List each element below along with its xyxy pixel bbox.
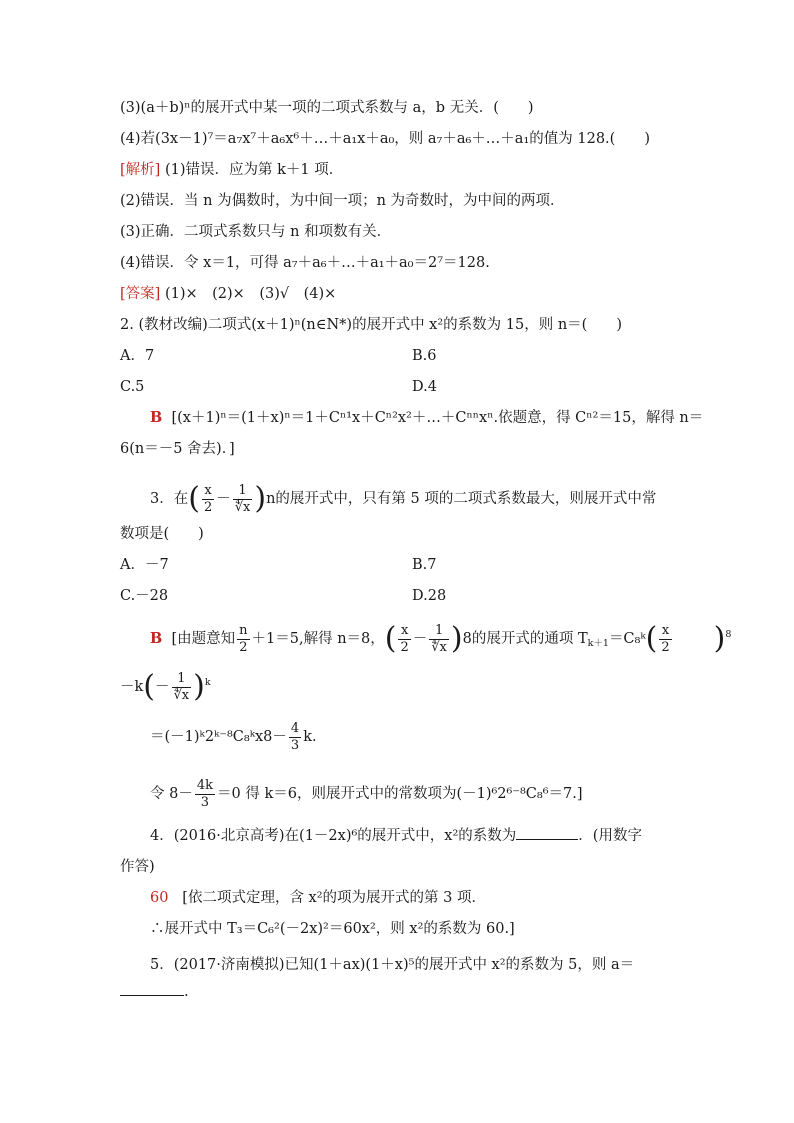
q2-option-d: D.4 — [412, 379, 437, 395]
q3-stem-line-2: 数项是( ) — [120, 526, 204, 542]
q3-sol-frac-num: n — [239, 622, 248, 638]
q3-sol-post: 8的展开式的通项 T — [462, 631, 588, 647]
q2-option-c: C.5 — [120, 379, 145, 395]
q3-sol4-prefix: 令 8－ — [150, 786, 193, 802]
q3-sol3-frac-4: 4 — [290, 720, 300, 736]
q3-statement: (3)(a＋b)ⁿ的展开式中某一项的二项式系数与 a，b 无关．( ) — [120, 100, 534, 116]
q3-sol-fraction-x-over-2 — [398, 623, 410, 656]
q3-sol-frac-x: x — [398, 623, 410, 640]
q3-sol-frac-2-b: 2 — [661, 639, 670, 655]
q4-stem-text: 4．(2016·北京高考)在(1－2x)⁶的展开式中，x²的系数为 — [150, 828, 517, 844]
q3-answer: B — [150, 630, 163, 647]
q3-sol3-fraction-4-over-3 — [289, 721, 301, 754]
left-paren: ( — [384, 621, 397, 656]
q5-stem-line-2 — [120, 982, 189, 1002]
q3-frac-den: 2 — [203, 499, 213, 515]
q3-sol4-frac-4k: 4k — [196, 777, 213, 793]
q4-answer-blank — [516, 839, 578, 840]
q2-stem: 2. (教材改编)二项式(x＋1)ⁿ(n∈N*)的展开式中 x²的系数为 15，则 n＝( ) — [120, 317, 622, 333]
q2-solution-text: [(x＋1)ⁿ＝(1＋x)ⁿ＝1＋Cⁿ¹x＋Cⁿ²x²＋…＋Cⁿⁿxⁿ.依题意，得 Cⁿ²＝15，解得 n＝ — [171, 410, 704, 426]
jiexi-text-1: (1)错误．应为第 k＋1 项． — [164, 162, 344, 178]
q3-option-c: C.－28 — [120, 588, 169, 604]
q3-solution-line-1 — [150, 620, 731, 658]
q3-sol2-frac-root: ∜x — [173, 687, 190, 703]
q5-stem-post: . — [184, 984, 189, 1000]
q4-stem-line-1 — [150, 826, 642, 846]
q2-option-b: B.6 — [412, 348, 437, 364]
q3-stem-prefix: 3．在 — [150, 491, 189, 507]
q2-solution-line-2: 6(n＝－5 舍去)．] — [120, 441, 235, 457]
answer-line — [120, 284, 336, 304]
q4-solution-line-2: ∴展开式中 T₃＝C₆²(－2x)²＝60x²，则 x²的系数为 60.] — [150, 921, 515, 937]
q4-statement: (4)若(3x－1)⁷＝a₇x⁷＋a₆x⁶＋…＋a₁x＋a₀，则 a₇＋a₆＋…＋a₁的值为 128.( ) — [120, 131, 650, 147]
q3-sol2-frac-1: 1 — [172, 671, 192, 688]
jiexi-line-2: (2)错误．当 n 为偶数时，为中间一项；n 为奇数时，为中间的两项． — [120, 193, 565, 209]
q3-option-b: B.7 — [412, 557, 437, 573]
q5-stem-line-1: 5．(2017·济南模拟)已知(1＋ax)(1＋x)⁵的展开式中 x²的系数为 5，则 a＝ — [150, 957, 635, 973]
answer-label: [答案] — [120, 286, 161, 302]
q3-solution-line-3 — [150, 718, 317, 756]
q3-frac-num: x — [202, 483, 214, 500]
q3-sol-fraction-1-over-root — [429, 623, 449, 656]
q3-sol-sub: k＋1 — [587, 638, 609, 649]
q3-fraction-1-over-root — [233, 483, 253, 516]
q4-solution-line-1 — [150, 888, 486, 908]
q3-sol-frac-den: 2 — [239, 639, 248, 655]
q5-answer-blank — [120, 995, 184, 996]
q4-stem-post: ．(用数字 — [578, 828, 642, 844]
q3-sol-eq: ＝C₈ᵏ — [608, 631, 646, 647]
q3-frac-num-1: 1 — [233, 483, 253, 500]
q3-sol-fraction-x-over-2-b — [659, 623, 671, 656]
q3-sol4-frac-3: 3 — [200, 794, 210, 810]
right-paren: ) — [450, 621, 463, 656]
left-paren: ( — [645, 621, 658, 656]
right-paren: ) — [713, 621, 726, 656]
q3-stem-post: n的展开式中，只有第 5 项的二项式系数最大，则展开式中常 — [266, 491, 657, 507]
q3-sol-exp: 8 — [725, 629, 732, 640]
q2-option-a: A．7 — [120, 348, 155, 364]
left-paren: ( — [188, 481, 200, 516]
q3-sol-frac-root: ∜x — [431, 639, 447, 655]
q3-sol-frac-1: 1 — [429, 623, 449, 640]
q3-sol2-k: k — [204, 677, 211, 688]
q4-answer: 60 — [150, 890, 169, 906]
q3-minus: － — [216, 491, 231, 507]
q3-sol4-fraction-4k-over-3 — [195, 778, 215, 811]
jiexi-line-4: (4)错误．令 x＝1，可得 a₇＋a₆＋…＋a₁＋a₀＝2⁷＝128. — [120, 255, 490, 271]
q3-sol-minus: － — [412, 631, 428, 647]
q2-solution-line-1 — [150, 408, 703, 428]
right-paren: ) — [254, 481, 267, 516]
q4-sol-text: [依二项式定理，含 x²的项为展开式的第 3 项． — [182, 890, 486, 906]
q3-sol2-neg-k: －k — [120, 679, 144, 695]
q4-stem-line-2: 作答) — [120, 859, 155, 875]
jiexi-label: [解析] — [120, 162, 161, 178]
q3-fraction-x-over-2 — [202, 483, 214, 516]
q3-sol3-k: k. — [303, 729, 317, 745]
q3-solution-line-2 — [120, 668, 211, 706]
q3-solution-line-4 — [150, 775, 583, 813]
q3-sol2-minus: － — [155, 679, 170, 695]
q3-frac-root: ∜x — [234, 499, 251, 515]
q3-sol2-fraction-1-over-root — [172, 671, 192, 704]
jiexi-line-1 — [120, 160, 343, 180]
q3-sol-mid: ＋1＝5,解得 n＝8， — [251, 631, 385, 647]
q3-stem-line-1 — [150, 480, 656, 518]
q3-sol-frac-2: 2 — [400, 639, 409, 655]
q3-sol3-text: ＝(－1)ᵏ2ᵏ⁻⁸C₈ᵏx8－ — [150, 729, 287, 745]
right-paren: ) — [193, 669, 205, 704]
jiexi-line-3: (3)正确．二项式系数只与 n 和项数有关． — [120, 224, 392, 240]
answer-text: (1)× (2)× (3)√ (4)× — [164, 286, 337, 302]
q3-sol4-post: ＝0 得 k＝6，则展开式中的常数项为(－1)⁶2⁶⁻⁸C₈⁶＝7.] — [217, 786, 583, 802]
q3-sol3-frac-3: 3 — [290, 737, 300, 753]
q2-answer: B — [150, 409, 163, 426]
q3-option-d: D.28 — [412, 588, 447, 604]
q3-sol-frac-x-b: x — [659, 623, 671, 640]
q3-sol-frac-n-over-2 — [237, 623, 249, 656]
q3-option-a: A．－7 — [120, 557, 169, 573]
left-paren: ( — [143, 669, 156, 704]
q3-sol-prefix: [由题意知 — [171, 631, 236, 647]
